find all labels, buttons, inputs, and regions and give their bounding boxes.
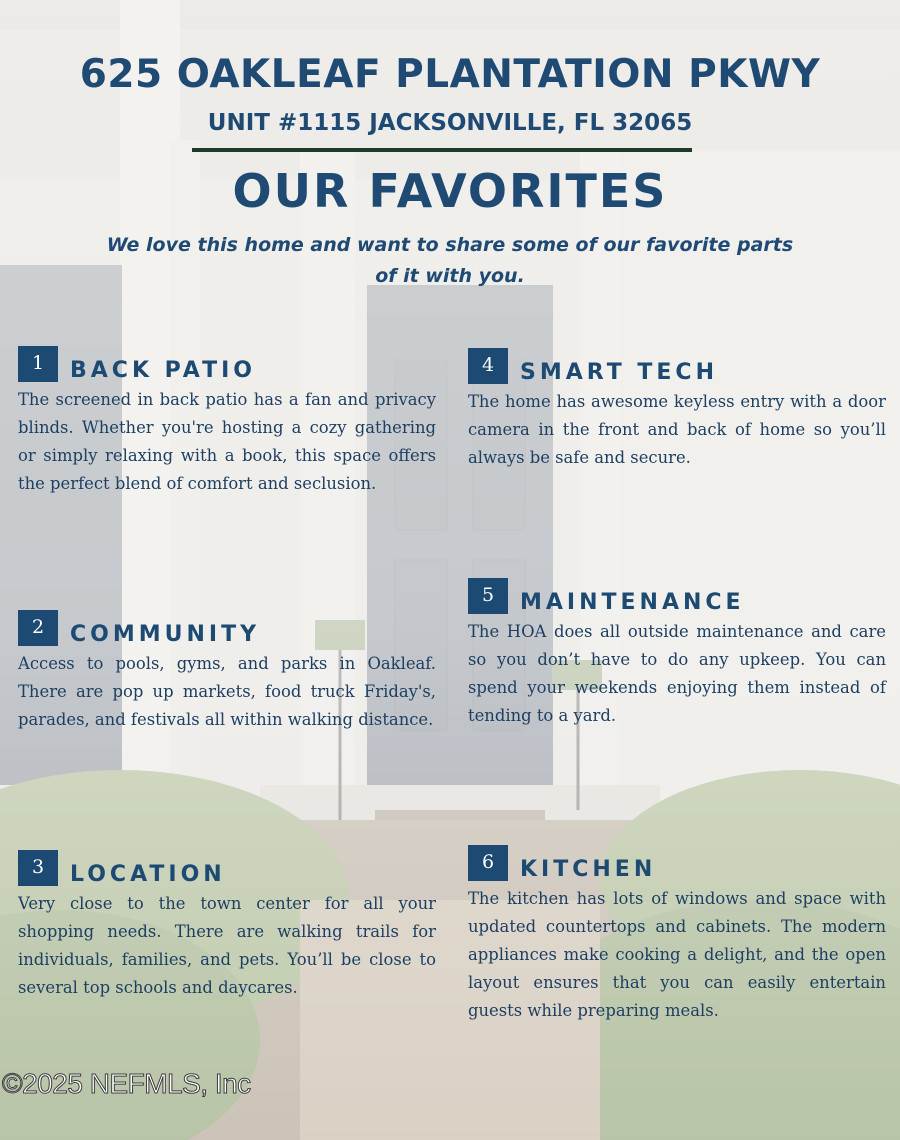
favorite-description: The kitchen has lots of windows and space with updated countertops and cabinets. The modern appliances make cooking a delight, and the open layout ensures that you can easily entertain guests while preparing meals.: [468, 889, 886, 1020]
favorite-title: KITCHEN: [520, 857, 657, 882]
copyright-watermark: ©2025 NEFMLS, Inc: [2, 1068, 251, 1099]
favorite-back-patio: [18, 346, 436, 498]
favorite-kitchen: [468, 845, 886, 1025]
favorite-title: LOCATION: [70, 862, 226, 887]
number-badge: 4: [468, 348, 508, 384]
favorite-description: Access to pools, gyms, and parks in Oakleaf. There are pop up markets, food truck Friday's, parades, and festivals all within walking distance.: [18, 654, 436, 729]
favorite-location: [18, 850, 436, 1002]
favorite-smart-tech: [468, 348, 886, 472]
page-title: OUR FAVORITES: [232, 164, 668, 218]
favorite-title: BACK PATIO: [70, 358, 256, 383]
favorite-maintenance: [468, 578, 886, 730]
favorite-community: [18, 610, 436, 734]
number-badge: 6: [468, 845, 508, 881]
number-badge: 5: [468, 578, 508, 614]
favorite-title: MAINTENANCE: [520, 590, 745, 615]
number-badge: 1: [18, 346, 58, 382]
unit-city-line: UNIT #1115 JACKSONVILLE, FL 32065: [207, 110, 693, 136]
favorite-description: Very close to the town center for all your shopping needs. There are walking trails for individuals, families, and pets. You’ll be close to several top schools and daycares.: [18, 894, 436, 997]
favorite-title: SMART TECH: [520, 360, 718, 385]
intro-text: We love this home and want to share some of our favorite parts of it with you.: [106, 234, 794, 287]
favorite-title: COMMUNITY: [70, 622, 261, 647]
favorite-description: The screened in back patio has a fan and privacy blinds. Whether you're hosting a cozy gathering or simply relaxing with a book, this space offers the perfect blend of comfort and seclusion.: [18, 390, 436, 493]
favorite-description: The HOA does all outside maintenance and care so you don’t have to do any upkeep. You can spend your weekends enjoying them instead of tending to a yard.: [468, 622, 886, 725]
number-badge: 2: [18, 610, 58, 646]
favorite-description: The home has awesome keyless entry with a door camera in the front and back of home so you’ll always be safe and secure.: [468, 392, 886, 467]
property-address: 625 OAKLEAF PLANTATION PKWY: [79, 52, 821, 97]
number-badge: 3: [18, 850, 58, 886]
divider: [192, 148, 692, 152]
